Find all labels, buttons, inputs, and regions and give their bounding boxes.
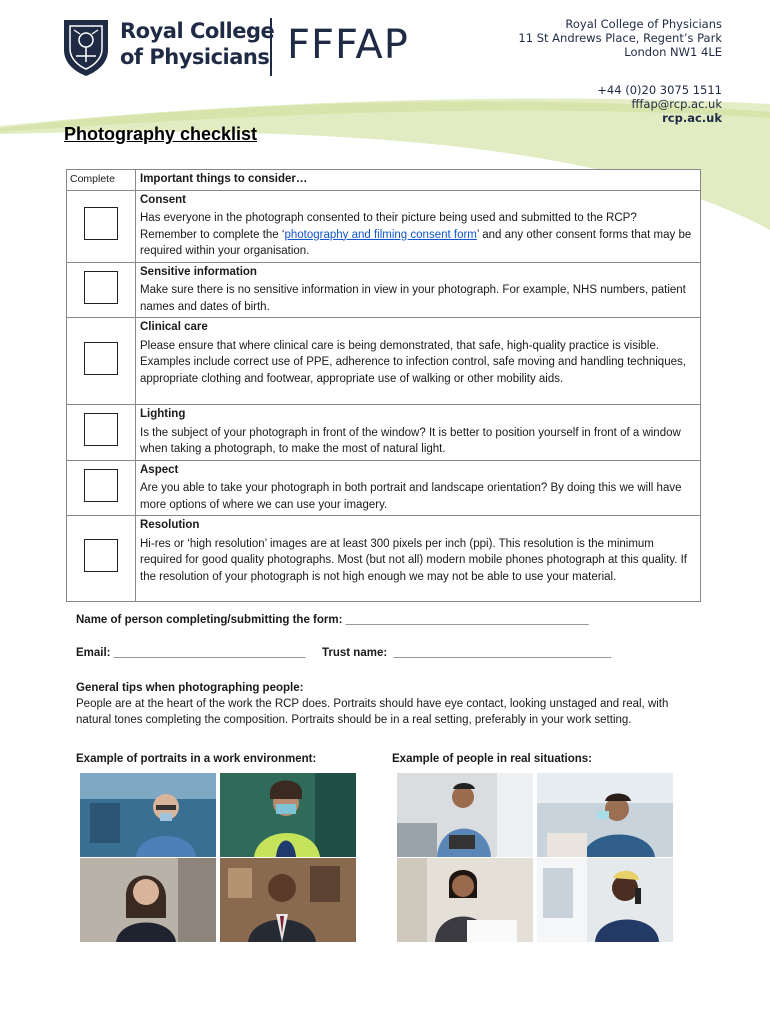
website-link[interactable]: rcp.ac.uk (662, 111, 722, 125)
checklist-row-resolution (67, 516, 701, 602)
row-heading: Aspect (140, 463, 179, 476)
consent-checkbox[interactable] (84, 207, 118, 240)
checklist-row-lighting (67, 405, 701, 461)
tips-text: People are at the heart of the work the RCP does. Portraits should have eye contact, looking unstaged and real, with natural tones completing the composition. Portraits should be in a real setting, preferably in your work setting. (76, 698, 669, 726)
row-text: Are you able to take your photograph in both portrait and landscape orientation? By doing this we will have more options of where we can use your imagery. (140, 482, 682, 511)
sensitive-information-checkbox[interactable] (84, 271, 118, 304)
trust-name-field[interactable]: Trust name: __________________________________ (322, 647, 612, 659)
checklist-row-sensitive-information (67, 262, 701, 318)
photo-portrait-man-suit (220, 858, 356, 942)
checklist-table (66, 169, 701, 602)
clinical-care-checkbox[interactable] (84, 342, 118, 375)
address-line-1: Royal College of Physicians (565, 17, 722, 31)
name-field[interactable]: Name of person completing/submitting the form: ______________________________________ (76, 614, 589, 626)
row-text: Make sure there is no sensitive information in view in your photograph. For example, NHS numbers, patient names and dates of birth. (140, 284, 686, 313)
contact-address (518, 17, 722, 125)
portraits-example-label: Example of portraits in a work environment: (76, 753, 317, 765)
address-line-2: 11 St Andrews Place, Regent’s Park (518, 31, 722, 45)
phone-number: +44 (0)20 3075 1511 (597, 83, 722, 97)
row-text: Has everyone in the photograph consented to their picture being used and submitted to the RCP? Remember to complete the ‘photography and filming consent form’ and any other consent forms that may be required within your organisation. (140, 212, 692, 257)
org-name-line1: Royal College (120, 19, 275, 43)
contact-email[interactable]: fffap@rcp.ac.uk (631, 97, 722, 111)
checklist-row-aspect (67, 460, 701, 516)
address-line-3: London NW1 4LE (624, 45, 722, 59)
checklist-row-consent (67, 190, 701, 262)
photo-doctor-with-tablet (397, 773, 533, 857)
real-situations-example-label: Example of people in real situations: (392, 753, 593, 765)
rcp-logo (60, 16, 280, 80)
org-name-line2: of Physicians (120, 45, 270, 69)
photo-woman-writing (397, 858, 533, 942)
row-heading: Resolution (140, 519, 200, 531)
lighting-checkbox[interactable] (84, 413, 118, 446)
general-tips (76, 680, 701, 728)
photo-portrait-woman (80, 858, 216, 942)
crest-icon (60, 16, 112, 78)
photo-portrait-clinician-glasses (80, 773, 216, 857)
tips-heading: General tips when photographing people: (76, 682, 304, 694)
page-title: Photography checklist (64, 124, 258, 144)
photo-portrait-nurse-mask (220, 773, 356, 857)
program-name: FFFAP (287, 22, 409, 68)
row-text: Is the subject of your photograph in front of the window? It is better to position yourself in front of a window when taking a photograph, to make the most of natural light. (140, 426, 681, 455)
photo-child-with-nebuliser (537, 773, 673, 857)
row-text: Please ensure that where clinical care is being demonstrated, that safe, high-quality practice is visible. Examples include correct use of PPE, adherence to infection control, safe moving and handling techniques, appropriate clothing and footwear, appropriate use of walking or other mobility aids. (140, 339, 686, 385)
row-heading: Lighting (140, 408, 186, 420)
checklist-header-row (67, 170, 701, 191)
complete-column-header: Complete (67, 170, 136, 191)
consent-form-link[interactable]: photography and filming consent form (284, 228, 477, 241)
aspect-checkbox[interactable] (84, 469, 118, 502)
row-heading: Sensitive information (140, 265, 257, 278)
email-field[interactable]: Email: ______________________________ (76, 647, 306, 659)
resolution-checkbox[interactable] (84, 539, 118, 572)
checklist-row-clinical-care (67, 318, 701, 405)
row-heading: Clinical care (140, 321, 208, 333)
row-text: Hi-res or ‘high resolution’ images are at least 300 pixels per inch (ppi). This resolution is the minimum required for good quality photographs. Most (but not all) modern mobile phones photograph at this quality. If the resolution of your photograph is not high enough we may not be able to use your material. (140, 537, 688, 583)
row-heading: Consent (140, 193, 186, 206)
photo-nurse-on-phone (537, 858, 673, 942)
consider-column-header: Important things to consider… (136, 170, 701, 191)
